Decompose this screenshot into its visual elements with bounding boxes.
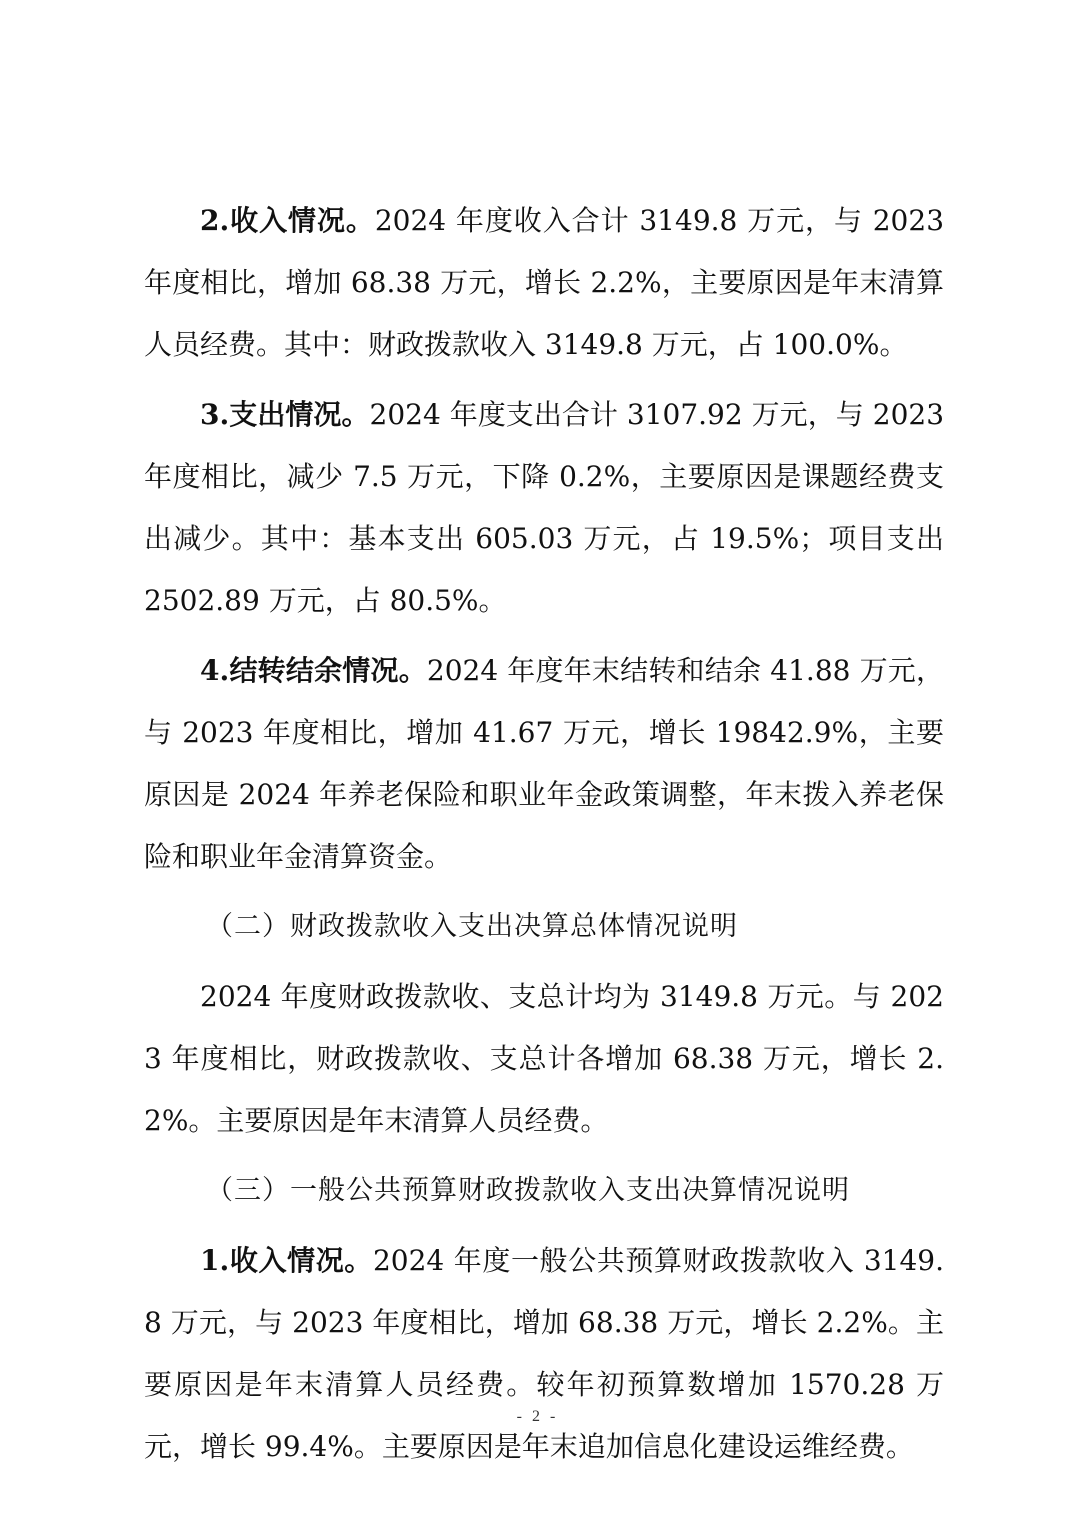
- expenditure-text: 2024 年度支出合计 3107.92 万元，与 2023 年度相比，减少 7.5 万元，下降 0.2%，主要原因是课题经费支出减少。其中：基本支出 605.03 万元，占 19.5%；项目支出 2502.89 万元，占 80.5%。: [144, 398, 945, 617]
- section-3-income-paragraph: [144, 1230, 944, 1478]
- expenditure-heading: 3.支出情况。: [200, 398, 370, 431]
- section-2-title: （二）财政拨款收入支出决算总体情况说明: [206, 911, 738, 942]
- income-heading: 2.收入情况。: [200, 204, 375, 237]
- carryover-paragraph: [144, 640, 944, 888]
- document-body: [144, 190, 944, 1478]
- section-2-paragraph: 2024 年度财政拨款收、支总计均为 3149.8 万元。与 2023 年度相比，财政拨款收、支总计各增加 68.38 万元，增长 2.2%。主要原因是年末清算人员经费。: [144, 980, 944, 1137]
- expenditure-paragraph: [144, 384, 944, 632]
- section-3-income-heading: 1.收入情况。: [200, 1244, 373, 1277]
- page-number: - 2 -: [516, 1408, 559, 1425]
- carryover-heading: 4.结转结余情况。: [200, 654, 427, 687]
- income-text: 2024 年度收入合计 3149.8 万元，与 2023 年度相比，增加 68.38 万元，增长 2.2%，主要原因是年末清算人员经费。其中：财政拨款收入 3149.8 万元，占 100.0%。: [144, 204, 945, 361]
- section-3-title: （三）一般公共预算财政拨款收入支出决算情况说明: [206, 1175, 850, 1206]
- income-paragraph: [144, 190, 944, 376]
- section-3-income-text: 2024 年度一般公共预算财政拨款收入 3149.8 万元，与 2023 年度相比，增加 68.38 万元，增长 2.2%。主要原因是年末清算人员经费。较年初预算数增加 1570.28 万元，增长 99.4%。主要原因是年末追加信息化建设运维经费。: [144, 1244, 945, 1463]
- carryover-text: 2024 年度年末结转和结余 41.88 万元，与 2023 年度相比，增加 41.67 万元，增长 19842.9%，主要原因是 2024 年养老保险和职业年金政策调整，年末拨入养老保险和职业年金清算资金。: [144, 654, 944, 873]
